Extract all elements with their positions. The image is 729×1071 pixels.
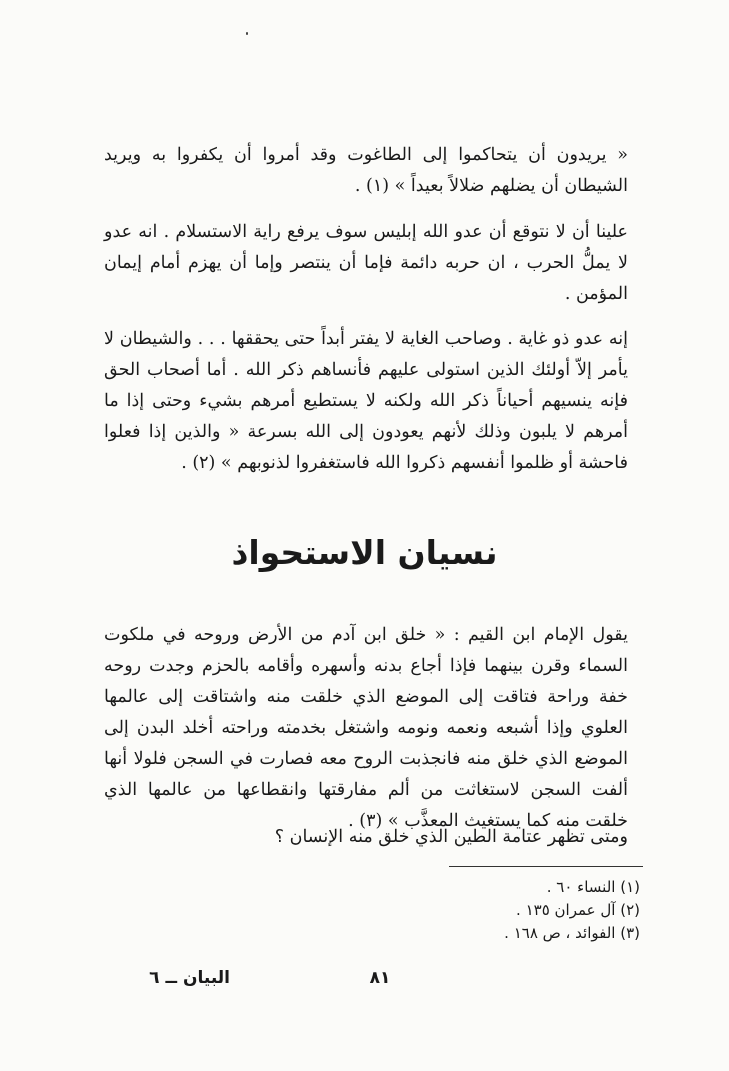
footnote-item: (١) النساء ٦٠ . — [546, 878, 640, 896]
running-title: البيان ــ ٦ — [149, 968, 230, 988]
footnote-item: (٣) الفوائد ، ص ١٦٨ . — [504, 924, 640, 942]
footnote-item: (٢) آل عمران ١٣٥ . — [516, 901, 640, 919]
print-speck — [246, 32, 248, 35]
footnote-divider — [449, 866, 643, 867]
paragraph-enemy: علينا أن لا نتوقع أن عدو الله إبليس سوف يرفع راية الاستسلام . انه عدو لا يملُّ الحرب ، ان حربه دائمة فإما أن ينتصر وإما أن يهزم أمام إيمان المؤمن . — [104, 222, 628, 304]
paragraph-question: ومتى تظهر عتامة الطين الذي خلق منه الإنسان ؟ — [274, 827, 628, 847]
paragraph-ibn-qayyim: يقول الإمام ابن القيم : « خلق ابن آدم من الأرض وروحه في ملكوت السماء وقرن بينهما فإذا أجاع بدنه وأسهره وأقامه بالحزم وجدت روحه خفة وراحة فتاقت إلى الموضع الذي خلقت منه واشتاقت إلى عالمها العلوي وإذا أشبعه ونعمه ونومه واشتغل بخدمته وراحته أخلد البدن إلى الموضع الذي خلق منه فانجذبت الروح معه فصارت في السجن فلولا أنها ألفت السجن لاستغاثت من ألم مفارقتها وانقطاعها من عالمها الذي خلقت منه كما يستغيث المعذَّب » (٣) . — [104, 625, 628, 831]
paragraph-goal: إنه عدو ذو غاية . وصاحب الغاية لا يفتر أبداً حتى يحققها . . . والشيطان لا يأمر إلاّ أولئك الذين استولى عليهم فأنساهم ذكر الله . أما أصحاب الحق فإنه ينسيهم أحياناً ذكر الله ولكنه لا يستطيع أمرهم بشيء وحتى إذا ما أمرهم لا يلبون وذلك لأنهم يعودون إلى الله بسرعة « والذين إذا فعلوا فاحشة أو ظلموا أنفسهم ذكروا الله فاستغفروا لذنوبهم » (٢) . — [104, 329, 628, 473]
section-heading: نسيان الاستحواذ — [231, 533, 498, 572]
paragraph-quran-quote: « يريدون أن يتحاكموا إلى الطاغوت وقد أمروا أن يكفروا به ويريد الشيطان أن يضلهم ضلالاً بعيداً » (١) . — [104, 145, 628, 196]
footnotes-list — [300, 876, 640, 945]
page-number: ٨١ — [369, 968, 391, 988]
